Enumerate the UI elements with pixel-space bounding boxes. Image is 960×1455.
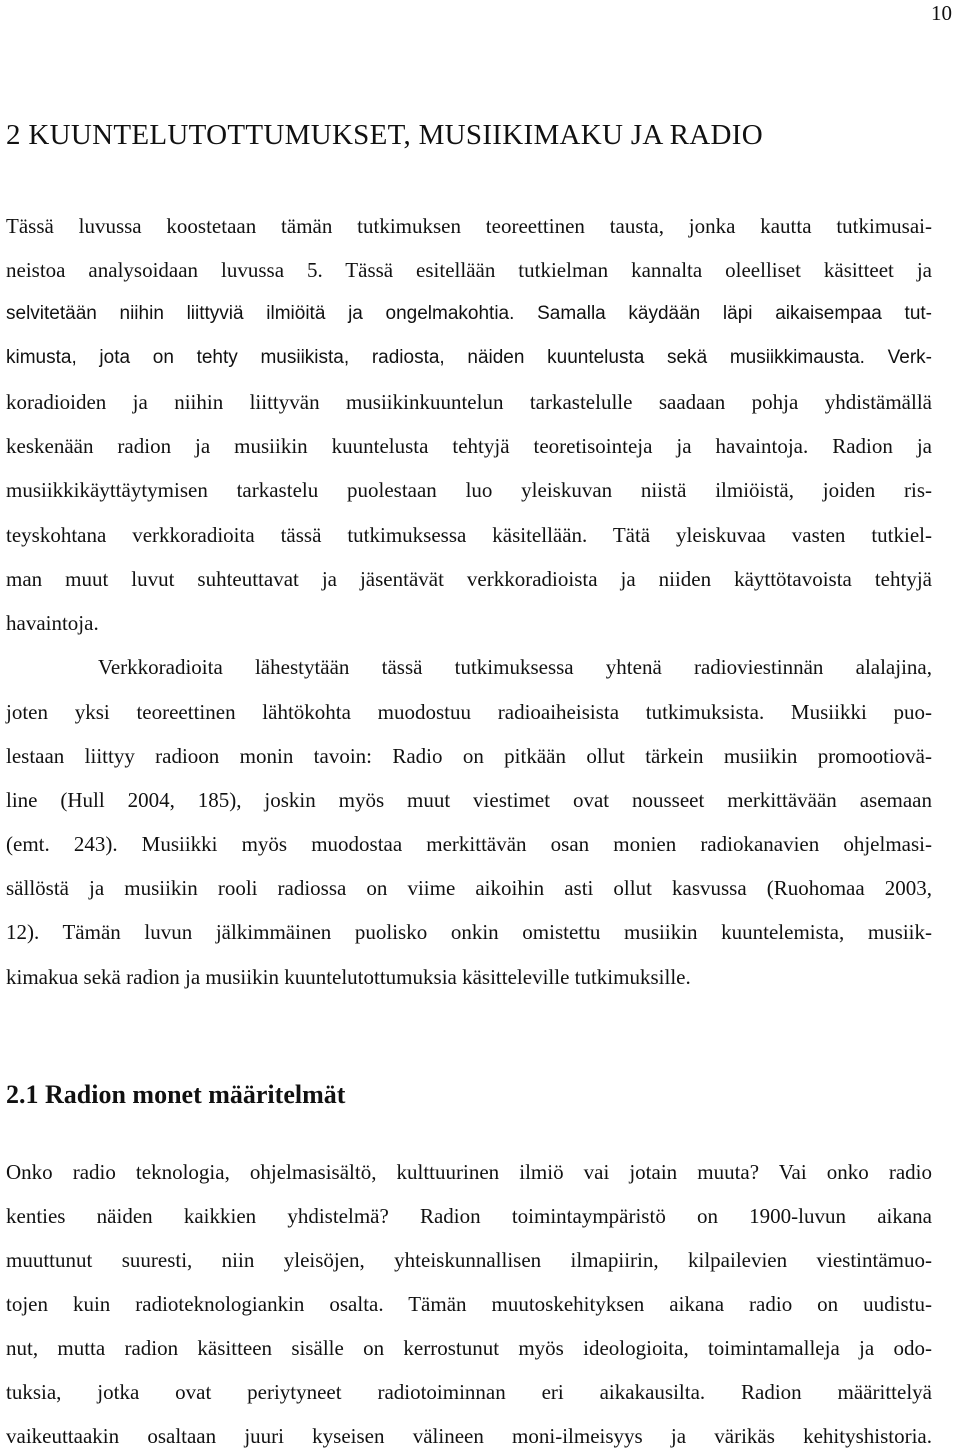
section-line: kenties näiden kaikkien yhdistelmä? Radion toimintaympäristö on 1900-luvun aikana [6,1204,932,1228]
section-heading: 2.1 Radion monet määritelmät [6,1080,346,1109]
intro-line: man muut luvut suhteuttavat ja jäsentävät verkkoradioista ja niiden käyttötavoista tehtyjä [6,567,932,591]
paragraph-line: lestaan liittyy radioon monin tavoin: Radio on pitkään ollut tärkein musiikin promootiovä- [6,744,932,768]
intro-line: Tässä luvussa koostetaan tämän tutkimuksen teoreettinen tausta, jonka kautta tutkimusai- [6,214,932,238]
paragraph-line: sällöstä ja musiikin rooli radiossa on viime aikoihin asti ollut kasvussa (Ruohomaa 2003, [6,876,932,900]
intro-line: musiikkikäyttäytymisen tarkastelu puolestaan luo yleiskuvan niistä ilmiöistä, joiden ris- [6,478,932,502]
intro-line: keskenään radion ja musiikin kuuntelusta tehtyjä teoretisointeja ja havaintoja. Radion ja [6,434,932,458]
intro-line: neistoa analysoidaan luvussa 5. Tässä esitellään tutkielman kannalta oleelliset käsitteet ja [6,258,932,282]
section-line: Onko radio teknologia, ohjelmasisältö, kulttuurinen ilmiö vai jotain muuta? Vai onko radio [6,1160,932,1184]
paragraph-line: 12). Tämän luvun jälkimmäinen puolisko onkin omistettu musiikin kuuntelemista, musiik- [6,920,932,944]
paragraph-line: kimakua sekä radion ja musiikin kuuntelutottumuksia käsitteleville tutkimuksille. [6,965,691,989]
paragraph-line: joten yksi teoreettinen lähtökohta muodostuu radioaiheisista tutkimuksista. Musiikki puo- [6,700,932,724]
page-number: 10 [931,1,952,25]
intro-line: havaintoja. [6,611,99,635]
section-line: muuttunut suuresti, niin yleisöjen, yhteiskunnallisen ilmapiirin, kilpailevien viestintämuo- [6,1248,932,1272]
section-line: tojen kuin radioteknologiankin osalta. Tämän muutoskehityksen aikana radio on uudistu- [6,1292,932,1316]
intro-line: koradioiden ja niihin liittyvän musiikinkuuntelun tarkastelulle saadaan pohja yhdistämällä [6,390,932,414]
intro-line: teyskohtana verkkoradioita tässä tutkimuksessa käsitellään. Tätä yleiskuvaa vasten tutkiel- [6,523,932,547]
paragraph-line: Verkkoradioita lähestytään tässä tutkimuksessa yhtenä radioviestinnän alalajina, [98,655,932,679]
chapter-heading: 2 KUUNTELUTOTTUMUKSET, MUSIIKIMAKU JA RADIO [6,119,763,151]
paragraph-line: (emt. 243). Musiikki myös muodostaa merkittävän osan monien radiokanavien ohjelmasi- [6,832,932,856]
section-line: vaikeuttaakin osaltaan juuri kyseisen välineen moni-ilmeisyys ja värikäs kehityshistoria. [6,1424,932,1448]
section-line: tuksia, jotka ovat periytyneet radiotoiminnan eri aikakausilta. Radion määrittelyä [6,1380,932,1404]
paragraph-line: line (Hull 2004, 185), joskin myös muut viestimet ovat nousseet merkittävään asemaan [6,788,932,812]
intro-line: kimusta, jota on tehty musiikista, radiosta, näiden kuuntelusta sekä musiikkimausta. Verk- [6,347,932,368]
section-line: nut, mutta radion käsitteen sisälle on kerrostunut myös ideologioita, toimintamalleja ja odo- [6,1336,932,1360]
intro-line: selvitetään niihin liittyviä ilmiöitä ja ongelmakohtia. Samalla käydään läpi aikaisempaa tut- [6,303,932,324]
